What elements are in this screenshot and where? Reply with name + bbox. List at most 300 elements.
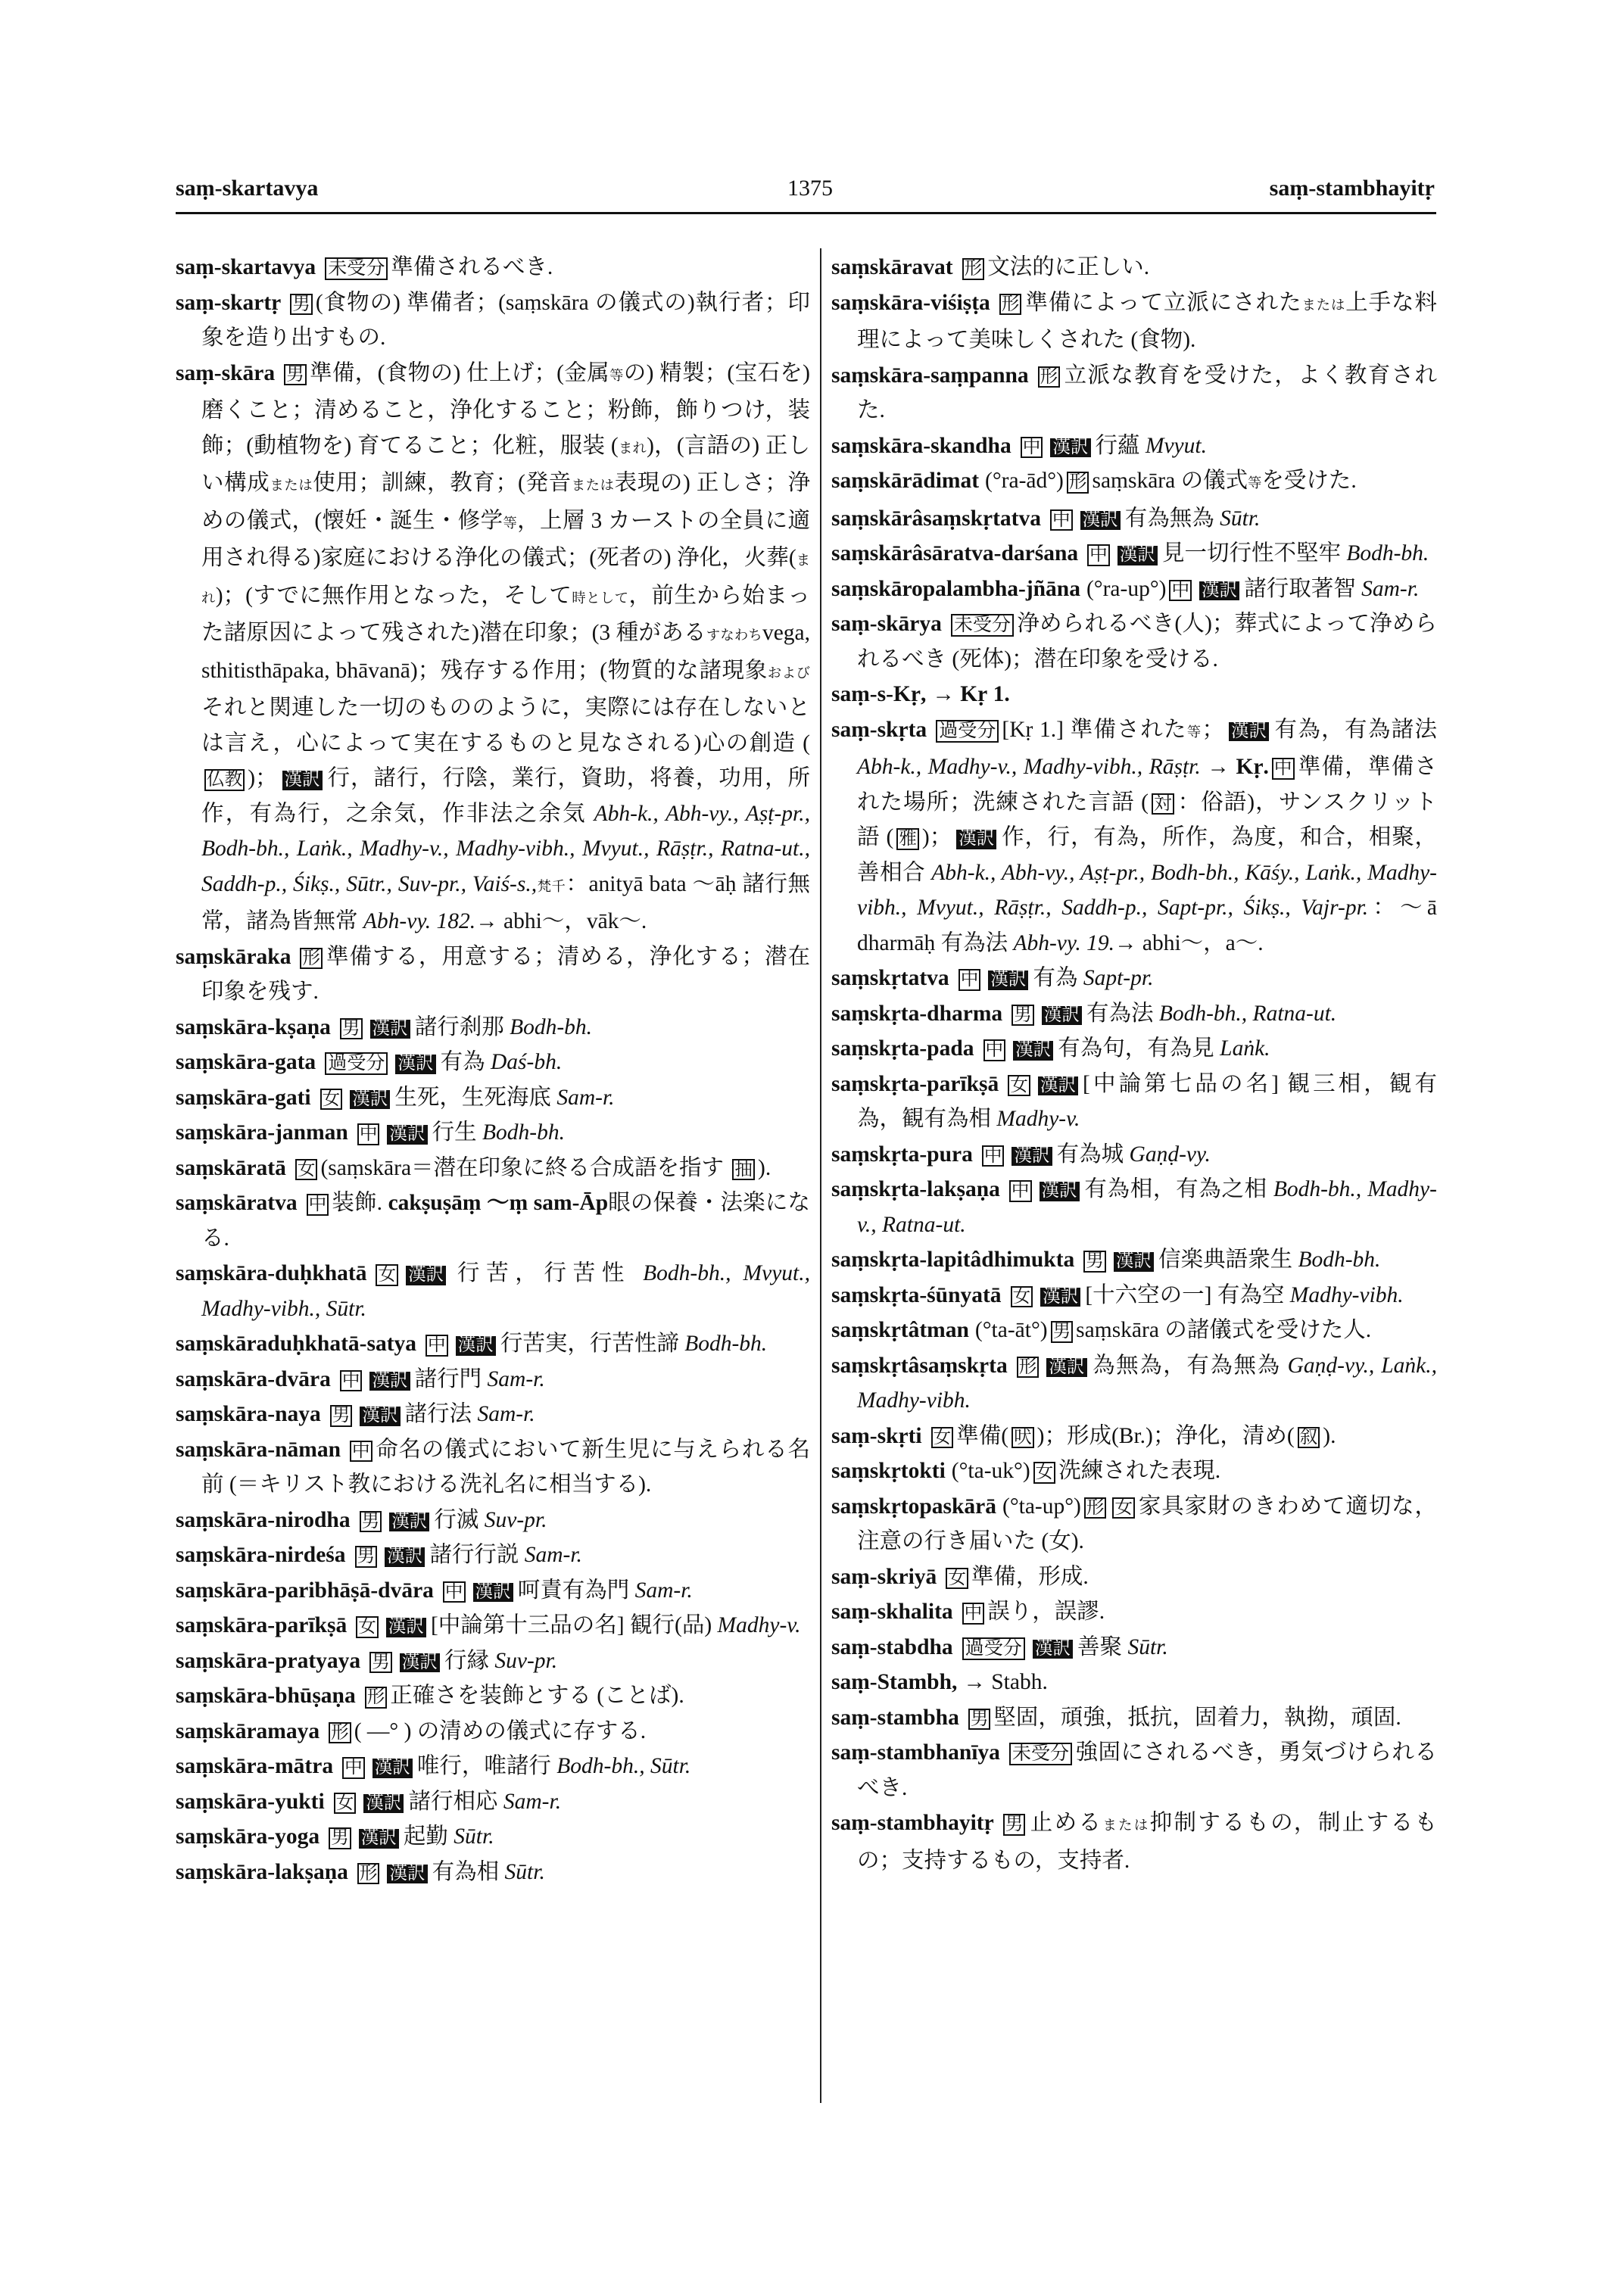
grammar-label: 形 xyxy=(1067,472,1089,494)
grammar-label: 女 xyxy=(931,1427,954,1449)
definition-text: 呵責有為門 xyxy=(517,1578,635,1603)
definition-text: 有為，有為諸法 xyxy=(1273,717,1437,742)
definition-text: saṃskāra の儀式 xyxy=(1092,469,1248,493)
dictionary-entry xyxy=(831,1313,1437,1348)
kanyaku-badge: 漢訳 xyxy=(387,1125,427,1145)
running-head-right: saṃ-stambhayitṛ xyxy=(1269,176,1435,201)
grammar-label: 中 xyxy=(350,1441,372,1463)
small-text: 等 xyxy=(1186,724,1202,740)
headword: saṃskāra-parīkṣā xyxy=(176,1613,348,1637)
headword: saṃskṛta-dharma xyxy=(831,1001,1003,1026)
source-abbreviation: Bodh-bh. xyxy=(482,1120,565,1145)
headword: saṃ-skhalita xyxy=(831,1600,953,1624)
kanyaku-badge: 漢訳 xyxy=(386,1618,426,1637)
headword: saṃskāratā xyxy=(176,1155,286,1180)
grammar-label: 女 xyxy=(1112,1497,1135,1519)
headword: saṃskāra-duḥkhatā xyxy=(176,1261,367,1285)
grammar-label: 形 xyxy=(1017,1357,1040,1379)
headword: saṃ-skriyā xyxy=(831,1564,937,1589)
definition-text: 準備する，用意する；清める，浄化する；潜在印象を残す. xyxy=(201,944,810,1004)
kanyaku-badge: 漢訳 xyxy=(1199,581,1239,601)
definition-text: 諸行法 xyxy=(404,1402,478,1426)
kanyaku-badge: 漢訳 xyxy=(1038,1076,1078,1096)
grammar-label: 中 xyxy=(962,1603,985,1625)
definition-text: → abhi～，vāk～. xyxy=(475,909,647,933)
headword: saṃ-Stambh, xyxy=(831,1670,958,1694)
dictionary-entry xyxy=(176,1503,810,1538)
grammar-label: 抽 xyxy=(732,1159,755,1181)
headword: saṃ-skāra xyxy=(176,360,276,385)
grammar-label: 中 xyxy=(1050,509,1073,531)
source-abbreviation: Sūtr. xyxy=(454,1824,494,1849)
definition-text: 有為句，有為見 xyxy=(1058,1036,1220,1061)
headword: saṃ-stambhanīya xyxy=(831,1740,1000,1765)
dictionary-entry xyxy=(176,1010,810,1045)
definition-text: 生死，生死海底 xyxy=(394,1085,557,1110)
grammar-label: 形 xyxy=(329,1722,351,1744)
dictionary-entry xyxy=(831,358,1437,428)
dictionary-entry xyxy=(176,1045,810,1080)
definition-text: 有為無為 xyxy=(1124,506,1220,531)
headword: saṃskāra-saṃpanna xyxy=(831,363,1029,388)
source-abbreviation: Mvyut. xyxy=(1145,433,1207,458)
participle-label: 過受分 xyxy=(325,1052,388,1075)
grammar-label: 女 xyxy=(1011,1286,1033,1308)
source-abbreviation: Madhy-vibh. xyxy=(1289,1282,1404,1307)
definition-text: 有為城 xyxy=(1056,1142,1130,1167)
source-abbreviation: Sam-r. xyxy=(487,1366,545,1391)
dictionary-entry xyxy=(176,1573,810,1609)
definition-text: の) 精製；(宝石を) 磨くこと；清めること，浄化すること；粉飾，飾りつけ，装飾；(動植物を) 育てること；化粧，服装 ( xyxy=(201,360,810,458)
definition-text: 誤り，誤謬. xyxy=(987,1600,1105,1624)
dictionary-entry xyxy=(831,428,1437,464)
dictionary-entry xyxy=(176,1608,810,1643)
grammar-label: 中 xyxy=(342,1757,365,1779)
dictionary-entry xyxy=(176,1256,810,1326)
grammar-label: 雅 xyxy=(896,828,919,850)
grammar-label: 男 xyxy=(290,294,313,316)
dictionary-entry xyxy=(176,1749,810,1784)
grammar-label: 形 xyxy=(357,1863,380,1885)
dictionary-entry xyxy=(831,501,1437,537)
grammar-label: 男 xyxy=(330,1405,353,1427)
dictionary-entry xyxy=(831,1348,1437,1419)
grammar-label: 形 xyxy=(300,948,323,970)
source-abbreviation: Gaṇḍ-vy. xyxy=(1129,1142,1211,1167)
definition-text: 諸行取著智 xyxy=(1244,576,1362,601)
grammar-label: 中 xyxy=(1169,580,1192,602)
kanyaku-badge: 漢訳 xyxy=(1040,1288,1080,1307)
small-text: 等 xyxy=(503,515,518,531)
dictionary-entry xyxy=(831,1489,1437,1559)
running-head-left: saṃ-skartavya xyxy=(176,176,319,201)
source-abbreviation: Abh-k., Abh-vy., Aṣṭ-pr., Bodh-bh., Kāśy., Laṅk., Madhy-vibh., Mvyut., Rāṣṭr., Saddh-p., Sapt-pr., Śikṣ., Vajr-pr. xyxy=(857,860,1437,920)
definition-text: ). xyxy=(1323,1423,1336,1448)
grammar-label: 中 xyxy=(357,1123,380,1145)
definition-text: 有為 xyxy=(1033,966,1083,990)
definition-text: ：～ā dharmāḥ 有為法 xyxy=(857,896,1437,955)
kanyaku-badge: 漢訳 xyxy=(1011,1147,1052,1167)
grammar-label: 女 xyxy=(1008,1075,1030,1097)
kanyaku-badge: 漢訳 xyxy=(385,1547,425,1567)
dictionary-entry xyxy=(831,1067,1437,1137)
definition-text: 装飾. xyxy=(332,1191,388,1215)
dictionary-entry xyxy=(176,1855,810,1890)
headword: saṃ-skartṛ xyxy=(176,290,282,315)
headword: saṃskāra-skandha xyxy=(831,433,1011,458)
definition-text: vega, sthitisthāpaka, bhāvanā)；残存する作用；(物質的な諸現象 xyxy=(201,621,811,683)
left-column xyxy=(176,250,810,1890)
dictionary-entry xyxy=(176,1784,810,1820)
grammar-label: 女 xyxy=(356,1616,379,1638)
headword: saṃskāra-yukti xyxy=(176,1789,325,1814)
headword: saṃskṛta-pura xyxy=(831,1142,973,1167)
kanyaku-badge: 漢訳 xyxy=(282,771,323,790)
headword: saṃskāra-viśiṣṭa xyxy=(831,290,990,315)
small-text: および xyxy=(767,665,810,681)
definition-text: saṃskāra の諸儀式を受けた人. xyxy=(1076,1318,1372,1342)
headword: saṃskāra-nāman xyxy=(176,1437,341,1462)
headword: saṃskāra-nirodha xyxy=(176,1507,351,1532)
kanyaku-badge: 漢訳 xyxy=(1114,1252,1154,1272)
small-text: 時として xyxy=(572,590,629,606)
source-abbreviation: Daś-bh. xyxy=(490,1050,563,1074)
source-abbreviation: Bodh-bh. xyxy=(510,1014,593,1039)
headword: saṃskṛta-pada xyxy=(831,1036,974,1061)
dictionary-entry xyxy=(176,1362,810,1397)
kanyaku-badge: 漢訳 xyxy=(1033,1640,1073,1659)
headword: saṃskāra-paribhāṣā-dvāra xyxy=(176,1578,434,1603)
definition-text: ，上層 3 カーストの全員に適用され得る)家庭における浄化の儀式；(死者の) 浄化，火葬( xyxy=(201,508,811,570)
grammar-label: 女 xyxy=(295,1159,318,1181)
kanyaku-badge: 漢訳 xyxy=(369,1372,410,1391)
participle-label: 過受分 xyxy=(962,1637,1025,1660)
headword: saṃskāra-dvāra xyxy=(176,1366,331,1391)
source-abbreviation: Sam-r. xyxy=(524,1543,582,1567)
kanyaku-badge: 漢訳 xyxy=(372,1759,413,1778)
source-abbreviation: Bodh-bh., Mvyut., Madhy-vibh., Sūtr. xyxy=(201,1261,810,1321)
grammar-label: 中 xyxy=(982,1145,1005,1167)
definition-text: 洗練された表現. xyxy=(1058,1459,1221,1483)
headword: saṃ-skartavya xyxy=(176,255,316,279)
kanyaku-badge: 漢訳 xyxy=(1042,1006,1082,1026)
dictionary-entry xyxy=(176,1432,810,1503)
source-abbreviation: Gaṇḍ-vy., Laṅk., Madhy-vibh. xyxy=(857,1353,1437,1413)
headword: saṃ-stambha xyxy=(831,1705,959,1730)
definition-text: を受けた. xyxy=(1261,469,1357,493)
headword: saṃskṛtatva xyxy=(831,966,949,990)
grammar-label: 男 xyxy=(355,1546,378,1568)
grammar-label: 男 xyxy=(360,1511,382,1533)
grammar-label: 中 xyxy=(340,1370,363,1392)
definition-text: [中論第十三品の名] 観行(品) xyxy=(430,1613,718,1637)
grammar-label: 女 xyxy=(946,1568,968,1590)
definition-text: 堅固，頑強，抵抗，固着力，執拗，頑固. xyxy=(993,1705,1401,1730)
definition-text: 有為相，有為之相 xyxy=(1083,1177,1273,1201)
source-abbreviation: Madhy-v. xyxy=(996,1107,1080,1131)
grammar-label: 叙 xyxy=(1298,1427,1320,1449)
small-text: または xyxy=(571,478,615,493)
kanyaku-badge: 漢訳 xyxy=(1229,722,1269,742)
headword: saṃskāra-gata xyxy=(176,1050,316,1074)
bold-text: → Kṛ. xyxy=(1200,755,1269,779)
small-text: 等 xyxy=(1248,475,1262,491)
headword: saṃskāra-naya xyxy=(176,1402,321,1426)
headword: saṃskāraka xyxy=(176,944,291,969)
dictionary-entry xyxy=(176,1115,810,1151)
definition-text: 有為 xyxy=(440,1050,491,1074)
kanyaku-badge: 漢訳 xyxy=(456,1336,496,1356)
grammar-label: 男 xyxy=(369,1652,392,1674)
headword: saṃskāra-nirdeśa xyxy=(176,1543,346,1567)
definition-text: → Stabh. xyxy=(963,1670,1048,1694)
grammar-label: 女 xyxy=(320,1089,343,1111)
grammar-label: 仏教 xyxy=(204,769,245,791)
small-text: まれ xyxy=(618,440,647,456)
definition-text: [Kṛ 1.] 準備された xyxy=(1002,717,1187,742)
dictionary-entry xyxy=(176,1397,810,1432)
source-abbreviation: Sūtr. xyxy=(504,1859,545,1884)
source-abbreviation: Bodh-bh., Madhy-v., Ratna-ut. xyxy=(857,1177,1437,1237)
source-abbreviation: Madhy-v. xyxy=(717,1613,801,1637)
kanyaku-badge: 漢訳 xyxy=(473,1583,513,1603)
definition-text: ：anityā bata ～āḥ 諸行無常，諸為皆無常 xyxy=(201,871,811,933)
definition-text: 準備によって立派にされた xyxy=(1024,290,1302,315)
grammar-label: 男 xyxy=(329,1827,351,1849)
definition-text: ：俗語)，サンスクリット語 ( xyxy=(857,790,1437,849)
source-abbreviation: Sam-r. xyxy=(1361,576,1420,601)
definition-text: 準備，準備された場所；洗練された言語 ( xyxy=(857,755,1437,815)
grammar-label: 男 xyxy=(1051,1321,1074,1343)
source-abbreviation: Abh-vy. 19. xyxy=(1013,930,1114,955)
grammar-label: 対 xyxy=(1152,793,1174,815)
grammar-label: 中 xyxy=(307,1194,329,1216)
source-abbreviation: Sapt-pr. xyxy=(1083,966,1154,990)
headword: saṃskṛta-śūnyatā xyxy=(831,1282,1002,1307)
definition-text: 見一切行性不堅牢 xyxy=(1161,541,1347,565)
dictionary-entry xyxy=(831,1453,1437,1489)
definition-text: )，(言語の) 正しい構成 xyxy=(201,433,811,495)
grammar-label: 吠 xyxy=(1011,1427,1034,1449)
definition-text: 表現の) 正しさ；浄めの儀式，(懐妊・誕生・修学 xyxy=(201,471,811,533)
column-divider xyxy=(820,248,821,2103)
small-text: すなわち xyxy=(706,628,762,643)
small-text: 等 xyxy=(609,367,624,383)
small-text: まれ xyxy=(201,553,811,606)
headword: saṃskāra-bhūṣaṇa xyxy=(176,1684,356,1708)
definition-text: )；(すでに無作用となった，そして xyxy=(215,583,572,608)
dictionary-entry xyxy=(831,250,1437,285)
definition-text: 諸行相応 xyxy=(408,1789,503,1814)
source-abbreviation: Abh-k., Abh-vy., Aṣṭ-pr., Bodh-bh., Laṅk., Madhy-v., Madhy-vibh., Mvyut., Rāṣṭr., Ratna-ut., Saddh-p., Śikṣ., Sūtr., Suv-pr., Vaiś-s., xyxy=(201,801,810,896)
kanyaku-badge: 漢訳 xyxy=(988,970,1028,990)
kanyaku-badge: 漢訳 xyxy=(360,1407,400,1426)
definition-text: 起勤 xyxy=(403,1824,454,1849)
dictionary-entry xyxy=(831,1735,1437,1805)
grammar-label: 中 xyxy=(959,969,981,991)
dictionary-entry xyxy=(831,1665,1437,1700)
definition-text: 諸行門 xyxy=(414,1366,488,1391)
grammar-label: 男 xyxy=(1003,1814,1026,1836)
headword: saṃskāratva xyxy=(176,1191,298,1215)
definition-text: )； xyxy=(248,766,278,790)
definition-text: )；形成(Br.)；浄化，清め( xyxy=(1036,1423,1295,1448)
definition-text: 行，諸行，行陰，業行，資助，将養，功用，所作，有為行，之余気，作非法之余気 xyxy=(201,766,810,826)
headword: saṃskṛtâsaṃskṛta xyxy=(831,1353,1008,1378)
headword: saṃ-stabdha xyxy=(831,1634,953,1659)
dictionary-entry xyxy=(831,961,1437,996)
kanyaku-badge: 漢訳 xyxy=(395,1055,435,1074)
dictionary-entry xyxy=(176,1714,810,1749)
grammar-label: 中 xyxy=(1021,437,1043,459)
definition-text: 命名の儀式において新生児に与えられる名前 (＝キリスト教における洗礼名に相当する). xyxy=(201,1437,810,1497)
kanyaku-badge: 漢訳 xyxy=(387,1865,427,1884)
source-abbreviation: Suv-pr. xyxy=(494,1648,558,1673)
source-abbreviation: Abh-vy. 182. xyxy=(363,909,476,933)
source-abbreviation: Bodh-bh. xyxy=(1298,1248,1381,1272)
dictionary-entry xyxy=(176,1080,810,1116)
definition-text: 有為法 xyxy=(1086,1001,1159,1026)
headword: saṃskṛta-parīkṣā xyxy=(831,1071,999,1096)
dictionary-entry xyxy=(176,1185,810,1256)
headword: saṃ-skṛti xyxy=(831,1423,922,1448)
grammar-label: 男 xyxy=(1011,1005,1034,1027)
definition-text: )； xyxy=(921,825,952,849)
dictionary-entry xyxy=(176,1326,810,1362)
participle-label: 未受分 xyxy=(1009,1743,1072,1765)
kanyaku-badge: 漢訳 xyxy=(389,1513,429,1532)
source-abbreviation: Sūtr. xyxy=(1220,506,1261,531)
definition-text: (°ta-āt°) xyxy=(974,1318,1048,1342)
headword: saṃskṛta-lapitâdhimukta xyxy=(831,1248,1075,1272)
definition-text: 文法的に正しい. xyxy=(987,255,1150,279)
dictionary-entry xyxy=(831,1031,1437,1067)
grammar-label: 女 xyxy=(376,1264,398,1286)
definition-text: 眼の保養・法楽になる. xyxy=(201,1191,810,1251)
dictionary-entry xyxy=(176,939,810,1010)
dictionary-entry xyxy=(176,1151,810,1186)
definition-text: (saṃskāra＝潜在印象に終る合成語を指す xyxy=(320,1155,730,1180)
headword: saṃskāra-janman xyxy=(176,1120,348,1145)
definition-text: 抑制するもの，制止するもの；支持するもの，支持者. xyxy=(857,1811,1438,1873)
definition-text: 準備，(食物の) 仕上げ；(金属 xyxy=(309,360,610,385)
participle-label: 過受分 xyxy=(936,720,999,743)
dictionary-entry xyxy=(831,1172,1437,1242)
grammar-label: 女 xyxy=(1033,1462,1056,1484)
headword: saṃskārâsāratva-darśana xyxy=(831,541,1079,565)
headword: saṃskāramaya xyxy=(176,1718,320,1743)
dictionary-entry xyxy=(831,1805,1437,1878)
source-abbreviation: Suv-pr. xyxy=(484,1507,547,1532)
definition-text: (°ta-uk°) xyxy=(951,1459,1030,1483)
source-abbreviation: Bodh-bh., Ratna-ut. xyxy=(1158,1001,1337,1026)
source-abbreviation: Sam-r. xyxy=(503,1789,562,1814)
grammar-label: 中 xyxy=(1009,1180,1032,1202)
definition-text: 止める xyxy=(1028,1811,1103,1835)
definition-text: 諸行行説 xyxy=(429,1543,525,1567)
dictionary-entry xyxy=(176,285,810,356)
headword: saṃskāra-kṣaṇa xyxy=(176,1014,331,1039)
grammar-label: 中 xyxy=(443,1581,466,1603)
kanyaku-badge: 漢訳 xyxy=(956,830,996,849)
participle-label: 未受分 xyxy=(325,257,388,280)
dictionary-entry xyxy=(176,356,810,939)
headword: saṃskāravat xyxy=(831,255,953,279)
source-abbreviation: Bodh-bh. xyxy=(684,1332,768,1356)
headword: saṃskāropalambha-jñāna xyxy=(831,576,1080,601)
definition-text: (°ta-up°) xyxy=(1002,1494,1081,1519)
headword: saṃ-stambhayitṛ xyxy=(831,1811,994,1835)
kanyaku-badge: 漢訳 xyxy=(363,1794,404,1814)
headword: saṃskāra-mātra xyxy=(176,1754,334,1778)
definition-text: 行生 xyxy=(432,1120,482,1145)
headword: saṃskāra-pratyaya xyxy=(176,1648,361,1673)
definition-text: (°ra-ād°) xyxy=(985,469,1064,493)
kanyaku-badge: 漢訳 xyxy=(350,1090,390,1110)
dictionary-entry xyxy=(831,1278,1437,1313)
dictionary-entry xyxy=(176,1537,810,1573)
definition-text: 行苦実，行苦性諦 xyxy=(500,1332,685,1356)
kanyaku-badge: 漢訳 xyxy=(370,1020,410,1039)
header-rule xyxy=(176,212,1436,214)
definition-text: 使用；訓練，教育；(発音 xyxy=(313,471,572,495)
headword: saṃskṛtokti xyxy=(831,1459,946,1483)
definition-text: 準備( xyxy=(956,1423,1009,1448)
kanyaku-badge: 漢訳 xyxy=(1117,546,1158,565)
kanyaku-badge: 漢訳 xyxy=(1040,1182,1080,1201)
kanyaku-badge: 漢訳 xyxy=(1080,511,1121,531)
kanyaku-badge: 漢訳 xyxy=(1050,438,1090,458)
grammar-label: 中 xyxy=(983,1039,1006,1061)
definition-text: それと関連した一切のもののように，実際には存在しないとは言え，心によって実在するものと見なされる)心の創造 ( xyxy=(201,696,810,756)
grammar-label: 中 xyxy=(1272,758,1295,780)
dictionary-entry xyxy=(831,536,1437,572)
dictionary-entry xyxy=(831,1594,1437,1630)
dictionary-entry xyxy=(831,606,1437,677)
dictionary-entry xyxy=(831,572,1437,607)
dictionary-entry xyxy=(831,1630,1437,1665)
definition-text: ，前生から始まった諸原因によって残された)潜在印象；(3 種がある xyxy=(201,583,811,645)
source-abbreviation: Sam-r. xyxy=(477,1402,535,1426)
bold-text: → Kṛ 1. xyxy=(932,682,1010,706)
headword: saṃ-skārya xyxy=(831,612,942,636)
dictionary-entry xyxy=(831,712,1437,961)
dictionary-entry xyxy=(831,1137,1437,1173)
definition-text: 諸行刹那 xyxy=(414,1014,510,1039)
definition-text: [十六空の一] 有為空 xyxy=(1085,1282,1290,1307)
small-text: 梵千 xyxy=(537,878,566,894)
headword: saṃskāra-gati xyxy=(176,1085,311,1110)
definition-text: 行縁 xyxy=(444,1648,495,1673)
grammar-label: 形 xyxy=(962,258,985,280)
definition-text: 行苦，行苦性 xyxy=(450,1261,644,1285)
definition-text: 準備されるべき. xyxy=(391,255,553,279)
small-text: または xyxy=(1102,1818,1150,1833)
kanyaku-badge: 漢訳 xyxy=(400,1653,440,1673)
grammar-label: 男 xyxy=(340,1018,363,1040)
source-abbreviation: Laṅk. xyxy=(1220,1036,1270,1061)
grammar-label: 形 xyxy=(1084,1497,1107,1519)
headword: saṃskārâsaṃskṛtatva xyxy=(831,506,1041,531)
definition-text: 行滅 xyxy=(434,1507,485,1532)
grammar-label: 中 xyxy=(425,1335,448,1357)
headword: saṃ-skṛta xyxy=(831,717,927,742)
definition-text: 為無為，有為無為 xyxy=(1091,1353,1288,1378)
dictionary-entry xyxy=(831,1559,1437,1595)
source-abbreviation: Sam-r. xyxy=(634,1578,693,1603)
grammar-label: 形 xyxy=(365,1687,388,1709)
definition-text: 立派な教育を受けた，よく教育された. xyxy=(857,363,1437,422)
